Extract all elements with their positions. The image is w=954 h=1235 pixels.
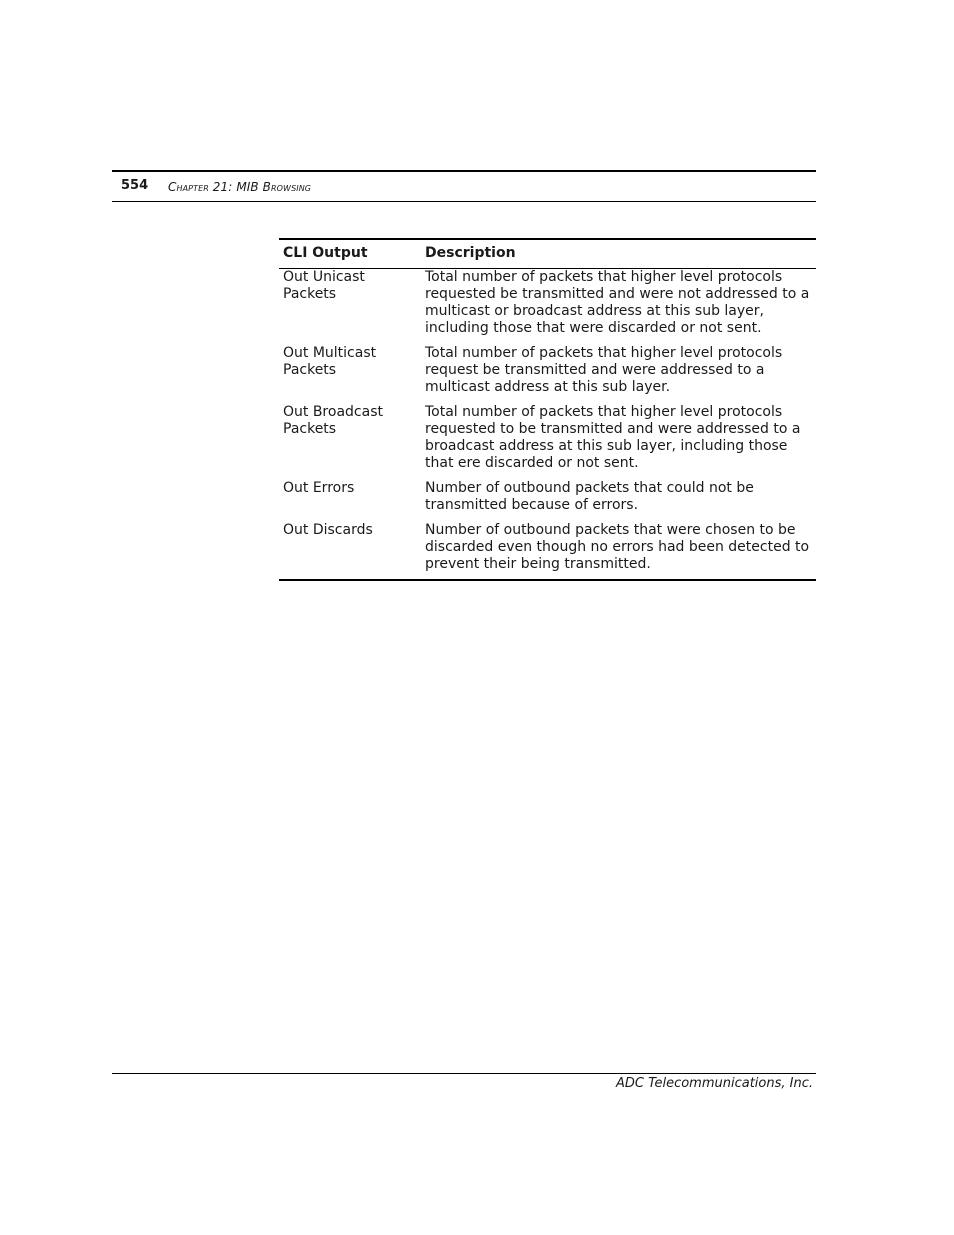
description-cell: Number of outbound packets that could not be transmitted because of errors. <box>425 480 754 513</box>
column-header-description: Description <box>425 245 516 261</box>
cli-output-cell: Out Discards <box>283 522 373 538</box>
table-row <box>279 472 816 514</box>
table-body <box>279 269 816 581</box>
footer-rule <box>112 1073 816 1074</box>
header-bottom-rule <box>112 201 816 202</box>
description-cell: Total number of packets that higher level protocols requested be transmitted and were not addressed to a multicast or broadcast address at this sub layer, including those that were discarded or not sent. <box>425 269 810 336</box>
column-header-cli-output: CLI Output <box>283 245 368 261</box>
footer-company: ADC Telecommunications, Inc. <box>616 1076 813 1091</box>
cli-output-cell: Out Broadcast Packets <box>283 404 383 437</box>
table-header <box>279 239 816 269</box>
cli-output-cell: Out Errors <box>283 480 355 496</box>
table-row <box>279 337 816 396</box>
cli-output-table <box>279 238 816 581</box>
cli-output-cell: Out Unicast Packets <box>283 269 365 302</box>
table <box>279 238 816 581</box>
cli-output-cell: Out Multicast Packets <box>283 345 377 378</box>
header-top-rule <box>112 170 816 172</box>
table-row <box>279 514 816 580</box>
table-header-row <box>279 239 816 269</box>
page-number: 554 <box>121 178 149 193</box>
description-cell: Number of outbound packets that were chosen to be discarded even though no errors had been detected to prevent their being transmitted. <box>425 522 810 572</box>
description-cell: Total number of packets that higher level protocols request be transmitted and were addressed to a multicast address at this sub layer. <box>425 345 783 395</box>
table-row <box>279 269 816 338</box>
table-row <box>279 396 816 472</box>
description-cell: Total number of packets that higher level protocols requested to be transmitted and were addressed to a broadcast address at this sub layer, including those that ere discarded or not sent. <box>425 404 801 471</box>
running-head: Chapter 21: MIB Browsing <box>168 180 312 194</box>
